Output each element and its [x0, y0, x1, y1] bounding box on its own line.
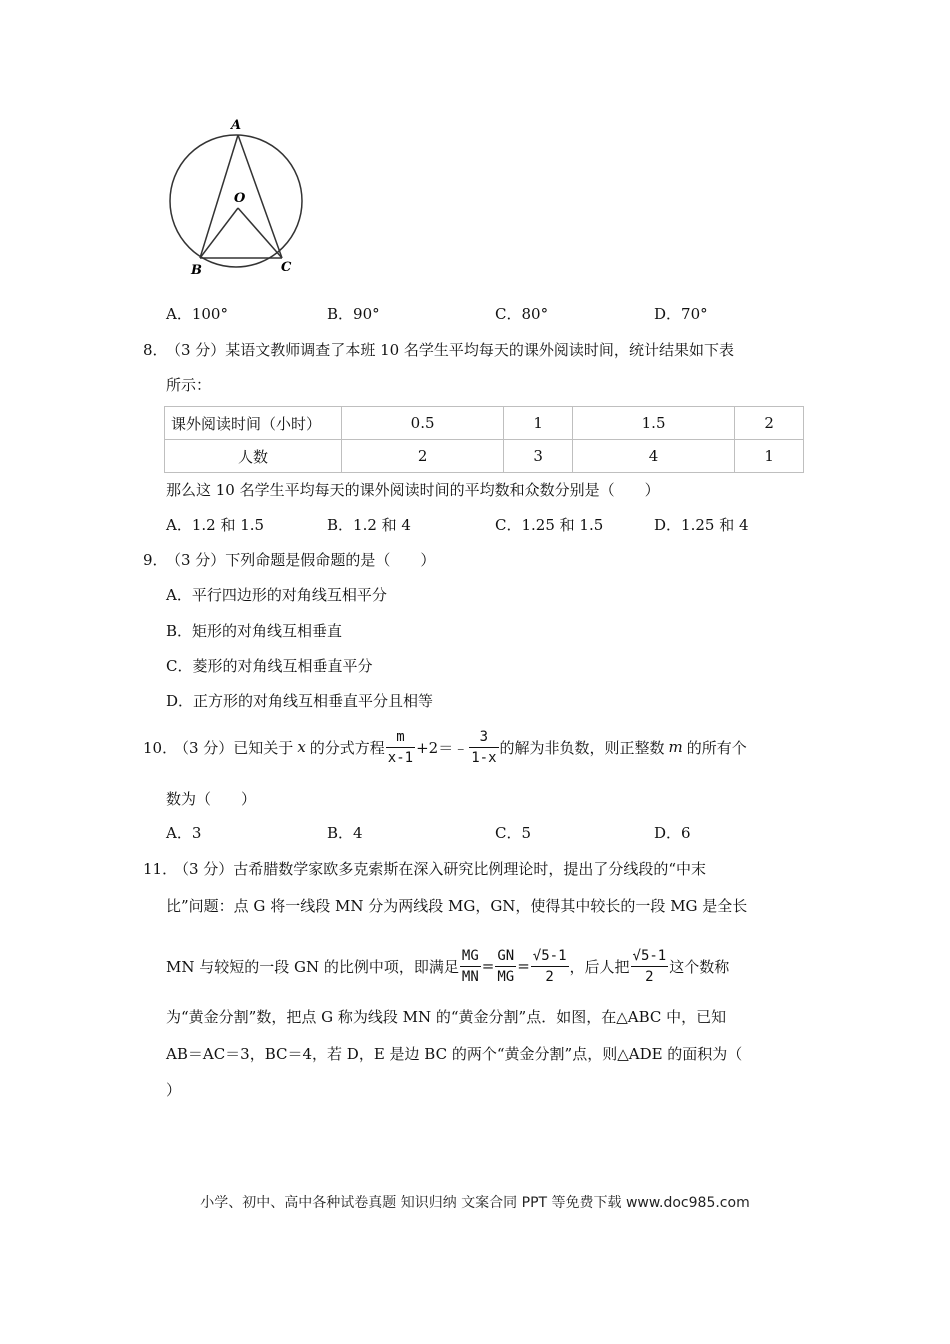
- q11-number: 11．: [143, 860, 178, 878]
- q7-option-c: C．80°: [495, 305, 549, 323]
- q10-stem-line1: [174, 724, 747, 770]
- fraction-numerator: m: [386, 727, 415, 748]
- q7-option-a: A．100°: [166, 305, 228, 323]
- q9-option-a: A．平行四边形的对角线互相平分: [166, 586, 387, 604]
- q9-option-c: C．菱形的对角线互相垂直平分: [166, 657, 373, 675]
- q8-stem-line2: 所示：: [166, 376, 212, 394]
- q8-question: 那么这 10 名学生平均每天的课外阅读时间的平均数和众数分别是（ ）: [166, 481, 660, 499]
- table-cell: 3: [504, 440, 573, 473]
- q10-var-m: m: [668, 738, 683, 756]
- q9-option-d: D．正方形的对角线互相垂直平分且相等: [166, 692, 434, 710]
- label-c: C: [281, 260, 292, 275]
- q10-number: 10．: [143, 739, 178, 757]
- table-cell: 2: [735, 407, 804, 440]
- q10-option-a: A．3: [166, 824, 202, 842]
- q11-stem-line6: ）: [166, 1081, 182, 1099]
- q11-stem-line1: （3 分）古希腊数学家欧多克索斯在深入研究比例理论时，提出了分线段的“中末: [174, 860, 706, 878]
- q11-stem-line3: [166, 943, 729, 989]
- page-footer: 小学、初中、高中各种试卷真题 知识归纳 文案合同 PPT 等免费下载 www.doc985.com: [200, 1195, 750, 1211]
- q11-fraction-golden-1: [531, 946, 569, 987]
- table-row: [165, 440, 804, 473]
- table-cell: 1: [504, 407, 573, 440]
- fraction-numerator: √5-1: [631, 946, 669, 967]
- fraction-denominator: 1-x: [471, 749, 497, 766]
- circle-triangle-figure: [160, 110, 310, 280]
- q11-stem-line5: AB＝AC＝3，BC＝4，若 D，E 是边 BC 的两个“黄金分割”点，则△ADE 的面积为（: [166, 1045, 743, 1063]
- q11-stem-line4: 为“黄金分割”数，把点 G 称为线段 MN 的“黄金分割”点．如图，在△ABC 中，已知: [166, 1008, 727, 1026]
- q8-option-a: A．1.2 和 1.5: [166, 516, 265, 534]
- table-cell: 课外阅读时间（小时）: [165, 407, 342, 440]
- q11-text-a: MN 与较短的一段 GN 的比例中项，即满足: [166, 957, 459, 976]
- q10-option-d: D．6: [654, 824, 691, 842]
- table-cell: 1: [735, 440, 804, 473]
- q10-text-pre: （3 分）已知关于: [174, 738, 294, 757]
- q8-number: 8．: [143, 341, 168, 359]
- fraction-numerator: √5-1: [531, 946, 569, 967]
- q7-option-b: B．90°: [327, 305, 380, 323]
- fraction-numerator: 3: [469, 727, 498, 748]
- q8-option-c: C．1.25 和 1.5: [495, 516, 604, 534]
- q11-equals-1: =: [481, 957, 495, 975]
- q10-stem-line2: 数为（ ）: [166, 790, 257, 808]
- label-o: O: [234, 191, 246, 206]
- reading-time-table: [164, 406, 804, 473]
- fraction-numerator: GN: [495, 946, 516, 967]
- label-a: A: [231, 118, 242, 133]
- table-cell: 0.5: [342, 407, 504, 440]
- q11-fraction-mg-mn: [460, 946, 481, 987]
- q7-option-d: D．70°: [654, 305, 708, 323]
- q10-fraction-2: [469, 727, 498, 768]
- q11-fraction-gn-mg: [495, 946, 516, 987]
- q11-fraction-golden-2: [631, 946, 669, 987]
- fraction-denominator: MN: [461, 968, 479, 985]
- q11-stem-line2: 比”问题：点 G 将一线段 MN 分为两线段 MG，GN，使得其中较长的一段 MG 是全长: [166, 897, 748, 915]
- table-cell: 1.5: [572, 407, 734, 440]
- q8-stem-line1: （3 分）某语文教师调查了本班 10 名学生平均每天的课外阅读时间，统计结果如下表: [166, 341, 734, 359]
- segment-ab: [200, 135, 238, 258]
- table-cell: 4: [572, 440, 734, 473]
- q10-option-c: C．5: [495, 824, 532, 842]
- segment-ob: [200, 208, 238, 258]
- q10-fraction-1: [386, 727, 415, 768]
- q10-option-b: B．4: [327, 824, 363, 842]
- q11-text-c: 这个数称: [669, 957, 730, 976]
- q9-option-b: B．矩形的对角线互相垂直: [166, 622, 343, 640]
- q11-text-b: ，后人把: [569, 957, 630, 976]
- fraction-denominator: x-1: [387, 749, 414, 766]
- fraction-denominator: MG: [497, 968, 515, 985]
- table-cell: 人数: [165, 440, 342, 473]
- q8-option-b: B．1.2 和 4: [327, 516, 411, 534]
- segment-oc: [238, 208, 282, 258]
- q8-option-d: D．1.25 和 4: [654, 516, 749, 534]
- q10-var-x: x: [297, 738, 306, 756]
- q10-text-mid4: 的所有个: [686, 738, 747, 757]
- table-row: [165, 407, 804, 440]
- q11-equals-2: =: [517, 957, 530, 975]
- q10-text-mid2: +2＝﹣: [416, 738, 469, 757]
- fraction-denominator: 2: [645, 968, 654, 985]
- fraction-numerator: MG: [460, 946, 481, 967]
- q9-stem: （3 分）下列命题是假命题的是（ ）: [166, 551, 436, 569]
- table-cell: 2: [342, 440, 504, 473]
- label-b: B: [191, 263, 202, 278]
- fraction-denominator: 2: [545, 968, 554, 985]
- q10-text-mid1: 的分式方程: [309, 738, 385, 757]
- q9-number: 9．: [143, 551, 168, 569]
- q10-text-mid3: 的解为非负数，则正整数: [499, 738, 665, 757]
